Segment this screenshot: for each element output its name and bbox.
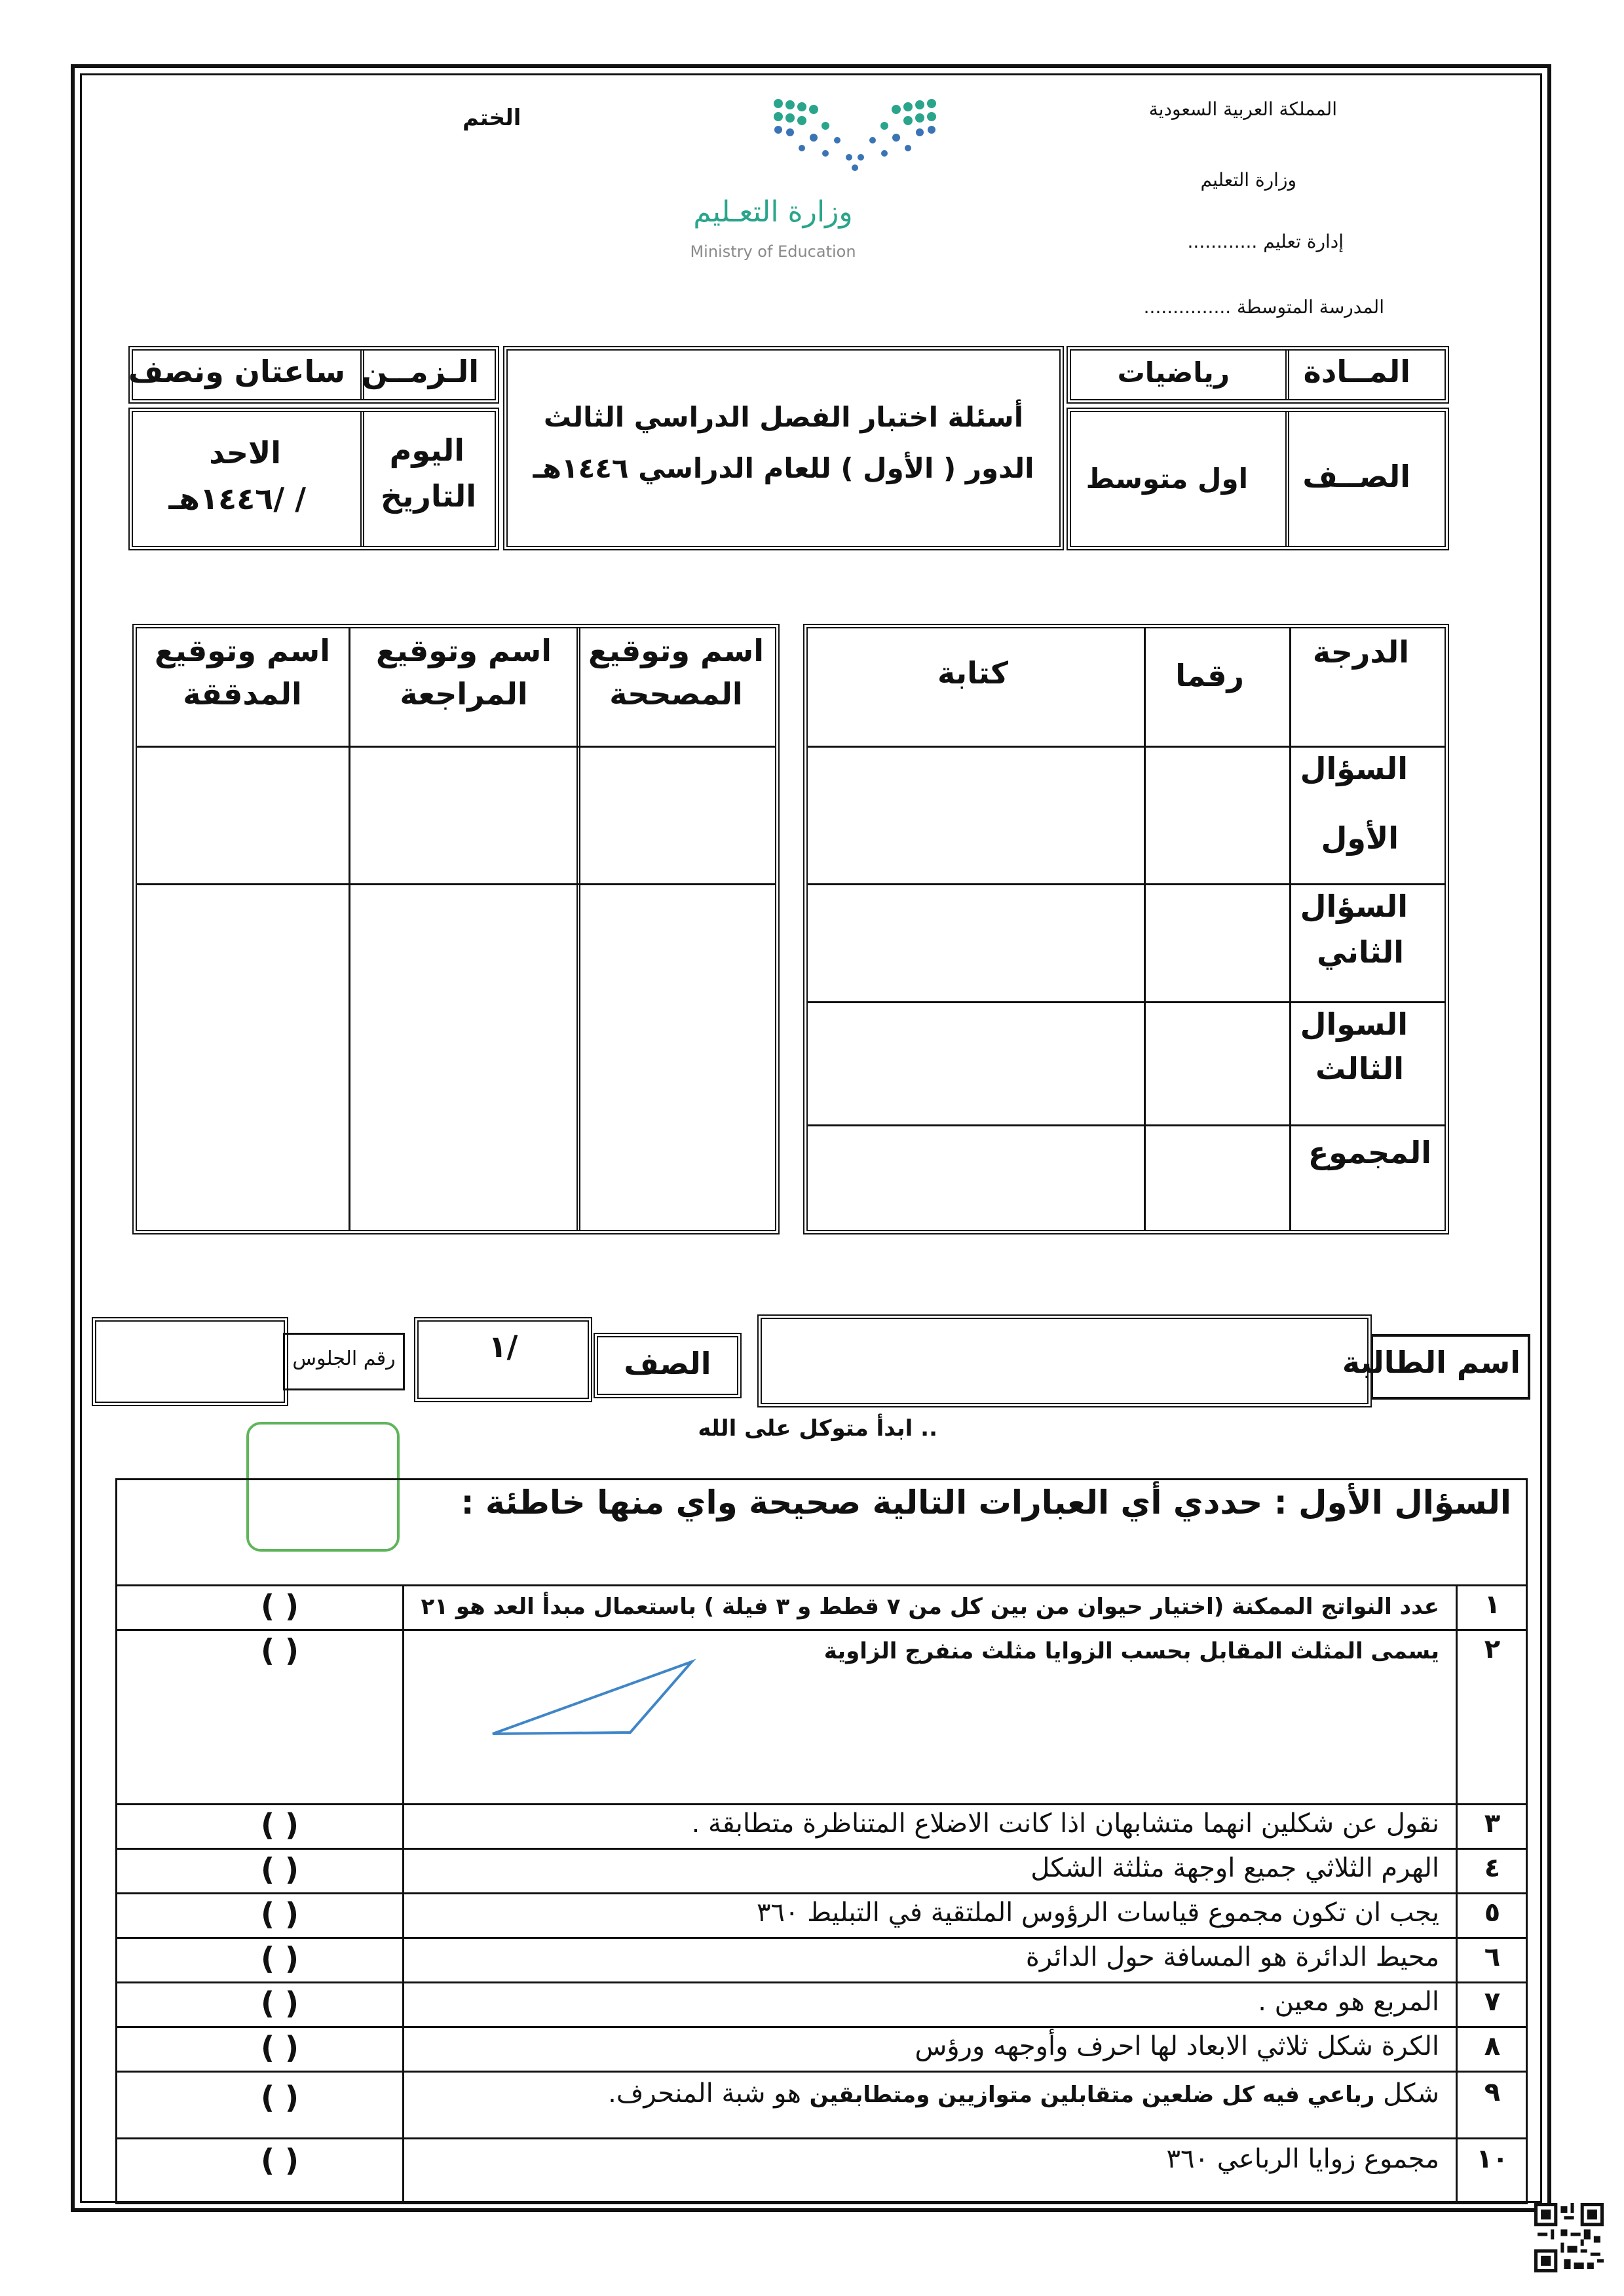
q1-item4-answer[interactable]: ( ) bbox=[261, 1852, 299, 1887]
grades-row-q3-line2: الثالث bbox=[1315, 1051, 1404, 1086]
day-label: اليوم bbox=[389, 432, 464, 468]
subject-value: رياضيات bbox=[1117, 356, 1230, 389]
class-label: الصف bbox=[624, 1346, 711, 1381]
q1-item8-answer[interactable]: ( ) bbox=[261, 2030, 299, 2065]
q1-item10-answer[interactable]: ( ) bbox=[261, 2143, 299, 2178]
q1-item4-text: الهرم الثلاثي جميع اوجهة مثلثة الشكل bbox=[1030, 1853, 1439, 1883]
student-name-label: اسم الطالبة bbox=[1342, 1345, 1520, 1380]
q1-item3-text: نقول عن شكلين انهما متشابهان اذا كانت الاضلاع المتناظرة متطابقة . bbox=[691, 1808, 1439, 1839]
auditor-label-l1: اسم وتوقيع bbox=[154, 633, 331, 668]
grades-row-total: المجموع bbox=[1308, 1135, 1431, 1170]
day-value: الاحد bbox=[209, 435, 281, 470]
q1-item9-text-c: هو شبة المنحرف. bbox=[608, 2078, 801, 2109]
grade-value: اول متوسط bbox=[1086, 463, 1248, 495]
q1-item9-answer[interactable]: ( ) bbox=[261, 2080, 299, 2115]
grades-col-words: كتابة bbox=[937, 655, 1008, 691]
q1-item8-text: الكرة شكل ثلاثي الابعاد لها احرف وأوجهه ورؤس bbox=[915, 2031, 1439, 2061]
time-label: الـزمــن bbox=[362, 354, 479, 389]
q1-item7-number: ٧ bbox=[1484, 1987, 1501, 2017]
grades-col-digits: رقما bbox=[1175, 658, 1244, 693]
reviewer-label-l2: المراجعة bbox=[400, 676, 528, 712]
logo-text-ar: وزارة التعـليم bbox=[693, 195, 853, 229]
q1-item6-number: ٦ bbox=[1484, 1942, 1501, 1972]
q1-item8-number: ٨ bbox=[1484, 2031, 1501, 2061]
q1-item3-answer[interactable]: ( ) bbox=[261, 1807, 299, 1843]
corrector-label-l2: المصححة bbox=[609, 676, 743, 712]
header-ministry: وزارة التعليم bbox=[1200, 169, 1296, 191]
exam-title-line2: الدور ( الأول ) للعام الدراسي ١٤٤٦هـ bbox=[533, 452, 1034, 484]
header-kingdom: المملكة العربية السعودية bbox=[1148, 98, 1337, 120]
q1-item10-text: مجموع زوايا الرباعي ٣٦٠ bbox=[1166, 2144, 1439, 2174]
q1-item10-number: ١٠ bbox=[1476, 2144, 1509, 2174]
student-name-field[interactable] bbox=[757, 1314, 1372, 1407]
subject-label: المــادة bbox=[1303, 354, 1410, 389]
grades-row-q2-line2: الثاني bbox=[1317, 934, 1404, 970]
seat-number-label: رقم الجلوس bbox=[292, 1347, 396, 1370]
grades-row-q1-line1: السؤال bbox=[1300, 751, 1408, 786]
q1-item6-answer[interactable]: ( ) bbox=[261, 1941, 299, 1976]
time-value: ساعتان ونصف bbox=[128, 354, 345, 389]
auditor-label-l2: المدققة bbox=[183, 676, 302, 712]
exam-title-line1: أسئلة اختبار الفصل الدراسي الثالث bbox=[543, 401, 1024, 433]
grades-row-q3-line1: السوال bbox=[1300, 1006, 1408, 1042]
q1-item5-number: ٥ bbox=[1484, 1898, 1501, 1928]
q1-item1-number: ١ bbox=[1484, 1590, 1501, 1620]
q1-item5-text: يجب ان تكون مجموع قياسات الرؤوس الملتقية في التبليط ٣٦٠ bbox=[756, 1898, 1439, 1928]
date-value: / /١٤٤٦هـ bbox=[168, 481, 306, 516]
q1-item2-text: يسمى المثلث المقابل بحسب الزوايا مثلث منفرج الزاوية bbox=[823, 1638, 1439, 1664]
question1-title: السؤال الأول : حددي أي العبارات التالية صحيحة واي منها خاطئة : bbox=[461, 1483, 1511, 1521]
q1-item9-text-a: شكل bbox=[1383, 2078, 1439, 2109]
corrector-label-l1: اسم وتوقيع bbox=[588, 633, 765, 668]
q1-item2-answer[interactable]: ( ) bbox=[261, 1633, 299, 1668]
q1-item9-text bbox=[608, 2078, 1439, 2109]
class-value: /١ bbox=[488, 1329, 518, 1364]
q1-item3-number: ٣ bbox=[1484, 1808, 1501, 1839]
q1-item2-number: ٢ bbox=[1484, 1634, 1501, 1664]
q1-item4-number: ٤ bbox=[1484, 1853, 1501, 1883]
q1-item5-answer[interactable]: ( ) bbox=[261, 1896, 299, 1932]
bismillah-text: .. ابدأ متوكل على الله bbox=[698, 1415, 937, 1442]
q1-item6-text: محيط الدائرة هو المسافة حول الدائرة bbox=[1025, 1942, 1439, 1972]
qr-code-icon bbox=[1534, 2203, 1604, 2272]
q1-item1-answer[interactable]: ( ) bbox=[261, 1588, 299, 1624]
grades-row-q1-line2: الأول bbox=[1321, 820, 1399, 856]
grade-label: الصــف bbox=[1302, 459, 1410, 494]
obtuse-triangle-figure bbox=[485, 1658, 701, 1739]
date-label: التاريخ bbox=[381, 478, 476, 514]
header-directorate: إدارة تعليم ............ bbox=[1187, 231, 1344, 252]
seal-label: الختم bbox=[463, 105, 521, 131]
grades-col-grade: الدرجة bbox=[1312, 634, 1409, 670]
header-school: المدرسة المتوسطة ............... bbox=[1143, 296, 1384, 318]
q1-item7-text: المربع هو معين . bbox=[1258, 1987, 1439, 2017]
reviewer-label-l1: اسم وتوقيع bbox=[375, 633, 552, 668]
grades-row-q2-line1: السؤال bbox=[1300, 889, 1408, 924]
seat-number-field[interactable] bbox=[92, 1317, 288, 1406]
q1-item9-text-b: رباعي فيه كل ضلعين متقابلين متوازيين ومتطابقين bbox=[809, 2082, 1375, 2108]
ministry-logo-icon bbox=[766, 97, 943, 182]
q1-item7-answer[interactable]: ( ) bbox=[261, 1985, 299, 2021]
q1-item9-number: ٩ bbox=[1484, 2077, 1501, 2107]
q1-item1-text: عدد النواتج الممكنة (اختيار حيوان من بين كل من ٧ قطط و ٣ فيلة ) باستعمال مبدأ العد هو ٢١ bbox=[421, 1594, 1439, 1620]
logo-text-en: Ministry of Education bbox=[690, 242, 856, 261]
